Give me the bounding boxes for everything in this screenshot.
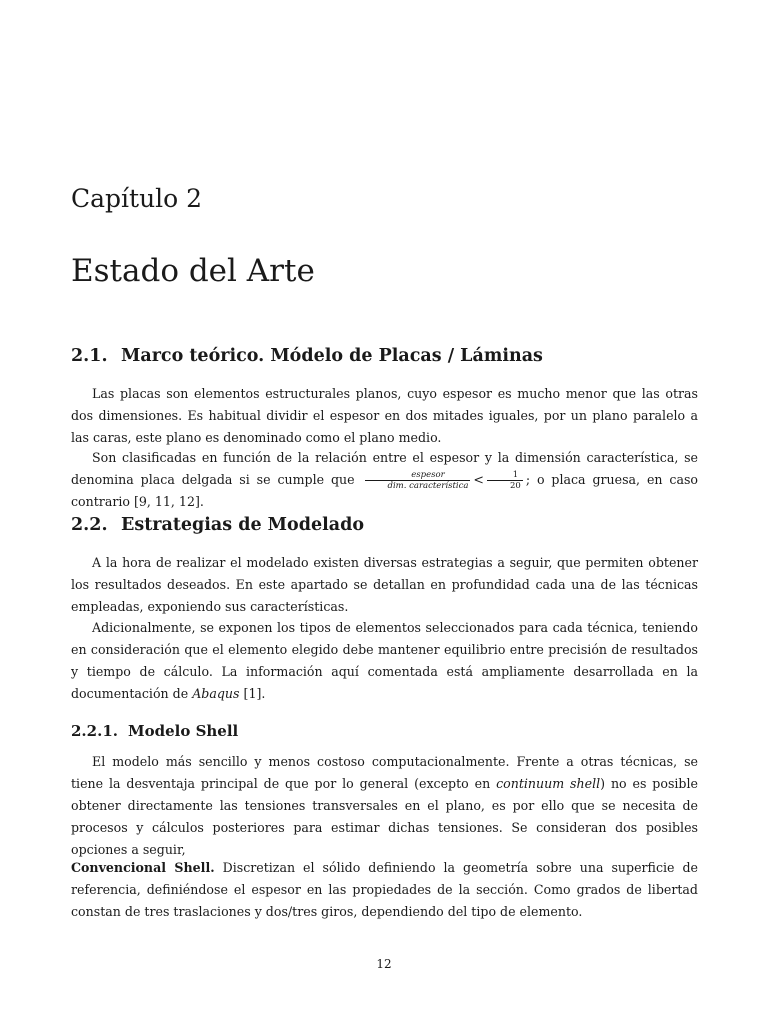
paragraph-text: El modelo más sencillo y menos costoso computacionalmente. Frente a otras técnicas, se tiene la desventaja principal de que por lo general (excepto en bbox=[71, 754, 698, 791]
paragraph: A la hora de realizar el modelado existen diversas estrategias a seguir, que permiten obtener los resultados deseados. En este apartado se detallan en profundidad cada una de las técnicas empleadas, exponiendo sus características. bbox=[71, 555, 698, 614]
paragraph: Las placas son elementos estructurales planos, cuyo espesor es mucho menor que las otras dos dimensiones. Es habitual dividir el espesor en dos mitades iguales, por un plano paralelo a las caras, este plano es denominado como el plano medio. bbox=[71, 386, 698, 445]
section-heading-2-2 bbox=[71, 515, 364, 535]
less-than-symbol: < bbox=[473, 472, 484, 487]
paragraph-text: Discretizan el sólido definiendo la geometría sobre una superficie de referencia, definiéndose el espesor en las propiedades de la sección. Como grados de libertad constan de tres traslaciones y dos/tres giros, dependiendo del tipo de elemento. bbox=[71, 860, 698, 919]
paragraph-labeled bbox=[71, 857, 698, 923]
fraction-denominator: 20 bbox=[509, 481, 521, 491]
paragraph-text: Adicionalmente, se exponen los tipos de elementos seleccionados para cada técnica, teniendo en consideración que el elemento elegido debe mantener equilibrio entre precisión de resultados y tiempo de cálculo. La información aquí comentada está ampliamente desarrollada en la documentación de bbox=[71, 620, 698, 701]
paragraph-text: [1]. bbox=[243, 686, 266, 701]
fraction-formula bbox=[365, 470, 471, 491]
subsection-number: 2.2.1. bbox=[71, 722, 118, 740]
chapter-label: Capítulo 2 bbox=[71, 184, 203, 213]
section-number: 2.2. bbox=[71, 515, 108, 535]
italic-term: Abaqus bbox=[192, 686, 240, 701]
paragraph-text: ; o placa gruesa, en caso contrario [9, 11, 12]. bbox=[71, 472, 698, 509]
paragraph bbox=[71, 617, 698, 705]
paragraph bbox=[71, 751, 698, 861]
section-title: Marco teórico. Módelo de Placas / Láminas bbox=[121, 346, 543, 366]
section-heading-2-1 bbox=[71, 346, 543, 366]
fraction-numerator: espesor bbox=[365, 470, 471, 481]
section-number: 2.1. bbox=[71, 346, 108, 366]
paragraph-label: Convencional Shell. bbox=[71, 860, 215, 875]
chapter-title: Estado del Arte bbox=[71, 253, 315, 289]
paragraph-text: ) no es posible obtener directamente las tensiones transversales en el plano, es por ello que se necesita de procesos y cálculos posteriores para estimar dichas tensiones. Se consideran dos posibles opciones a seguir, bbox=[71, 776, 698, 857]
italic-term: continuum shell bbox=[496, 776, 601, 791]
fraction-numerator: 1 bbox=[487, 470, 523, 481]
subsection-title: Modelo Shell bbox=[128, 722, 239, 740]
subsection-heading-2-2-1 bbox=[71, 722, 238, 740]
section-title: Estrategias de Modelado bbox=[121, 515, 364, 535]
paragraph-text: Son clasificadas en función de la relación entre el espesor y la dimensión característica, se denomina placa delgada si se cumple que bbox=[71, 450, 698, 487]
paragraph-with-formula bbox=[71, 447, 698, 513]
fraction-denominator: dim. característica bbox=[387, 481, 469, 491]
fraction-one-twentieth bbox=[487, 470, 523, 491]
page-number: 12 bbox=[376, 957, 392, 971]
